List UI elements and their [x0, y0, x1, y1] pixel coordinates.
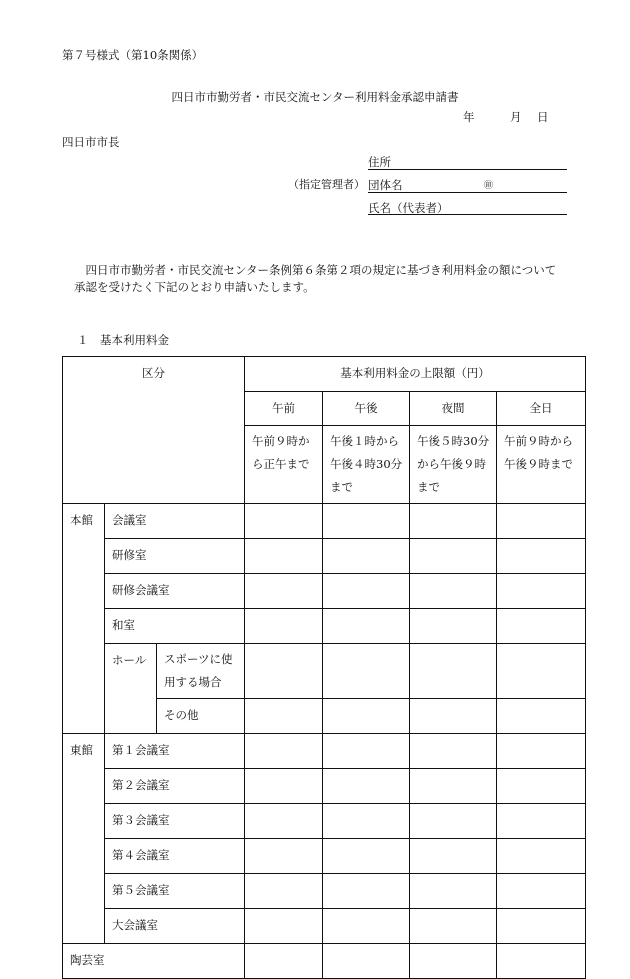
fee-cell-morning: [245, 609, 323, 644]
room-name: 第１会議室: [105, 734, 245, 769]
hours-line: 午後５時30分: [417, 434, 490, 448]
category-header: 区分: [63, 357, 245, 504]
table-row: [63, 609, 586, 644]
body-text-line: 四日市市勤労者・市民交流センター条例第６条第２項の規定に基づき利用料金の額について: [74, 263, 557, 277]
address-underline: [368, 169, 567, 170]
fee-cell-full-day: [497, 504, 586, 539]
date-day-label: 日: [537, 110, 549, 124]
fee-table: [62, 356, 586, 979]
table-row: [63, 504, 586, 539]
section-title: １ 基本利用料金: [77, 333, 169, 347]
fee-cell-afternoon: [323, 734, 410, 769]
table-row: [63, 944, 586, 979]
fee-cell-afternoon: [323, 839, 410, 874]
fee-cell-afternoon: [323, 699, 410, 734]
name-underline: [368, 214, 567, 215]
fee-cell-night: [410, 574, 497, 609]
period-header-full-day: 全日: [497, 392, 586, 426]
fee-cell-night: [410, 504, 497, 539]
room-name: 第２会議室: [105, 769, 245, 804]
fee-cell-full-day: [497, 644, 586, 699]
room-name: 第５会議室: [105, 874, 245, 909]
date-year-label: 年: [463, 110, 475, 124]
fee-cell-afternoon: [323, 644, 410, 699]
hall-name: ホール: [105, 644, 157, 734]
hours-line: 午前９時から: [504, 434, 573, 448]
fee-cell-night: [410, 839, 497, 874]
fee-cell-morning: [245, 504, 323, 539]
table-row: [63, 874, 586, 909]
table-row: [63, 734, 586, 769]
fee-cell-full-day: [497, 769, 586, 804]
hall-sports-use-line: 用する場合: [164, 675, 222, 689]
table-row: [63, 574, 586, 609]
hours-line: から午後９時: [417, 457, 486, 471]
fee-cell-night: [410, 769, 497, 804]
fee-cell-night: [410, 909, 497, 944]
fee-cell-night: [410, 874, 497, 909]
room-name: 第３会議室: [105, 804, 245, 839]
fee-cell-afternoon: [323, 874, 410, 909]
fee-cell-morning: [245, 539, 323, 574]
hours-line: まで: [330, 480, 353, 494]
fee-cell-full-day: [497, 574, 586, 609]
fee-cell-morning: [245, 804, 323, 839]
hours-line: 午後１時から: [330, 434, 399, 448]
document-title: 四日市市勤労者・市民交流センター利用料金承認申請書: [171, 90, 459, 104]
fee-cell-full-day: [497, 699, 586, 734]
fee-cell-morning: [245, 644, 323, 699]
building-east: 東館: [63, 734, 105, 944]
fee-cell-afternoon: [323, 944, 410, 979]
fee-cell-full-day: [497, 804, 586, 839]
table-row: [63, 769, 586, 804]
fee-cell-morning: [245, 839, 323, 874]
fee-cell-afternoon: [323, 609, 410, 644]
fee-cell-night: [410, 699, 497, 734]
period-hours-afternoon: [323, 426, 410, 504]
room-name: 研修会議室: [105, 574, 245, 609]
fee-cell-morning: [245, 769, 323, 804]
address-label: 住所: [368, 155, 391, 169]
fee-cell-full-day: [497, 944, 586, 979]
period-header-night: 夜間: [410, 392, 497, 426]
fee-cell-afternoon: [323, 574, 410, 609]
fee-cell-morning: [245, 574, 323, 609]
organization-label: 団体名: [368, 178, 403, 192]
fee-cell-night: [410, 944, 497, 979]
seal-mark: ㊞: [484, 181, 494, 191]
table-row: [63, 804, 586, 839]
body-text-line: 承認を受けたく下記のとおり申請いたします。: [74, 280, 315, 294]
hours-line: 午後４時30分: [330, 457, 403, 471]
period-header-afternoon: 午後: [323, 392, 410, 426]
addressee: 四日市市長: [62, 135, 120, 149]
building-main: 本館: [63, 504, 105, 734]
fee-cell-full-day: [497, 734, 586, 769]
fee-cell-full-day: [497, 539, 586, 574]
pottery-room: 陶芸室: [63, 944, 245, 979]
table-row: [63, 909, 586, 944]
fee-cell-night: [410, 539, 497, 574]
hours-line: 午後９時まで: [504, 457, 573, 471]
hours-line: 午前９時か: [252, 434, 310, 448]
table-header-row: [63, 357, 586, 392]
fee-cell-full-day: [497, 909, 586, 944]
room-name: 会議室: [105, 504, 245, 539]
table-row: [63, 839, 586, 874]
hours-line: ら正午まで: [252, 457, 310, 471]
hall-sports-use: [157, 644, 245, 699]
fee-cell-night: [410, 644, 497, 699]
organization-underline: [368, 192, 567, 193]
hours-line: まで: [417, 480, 440, 494]
representative-name-label: 氏名（代表者）: [368, 201, 449, 215]
form-number: 第７号様式（第10条関係）: [62, 48, 204, 62]
hall-other-use: その他: [157, 699, 245, 734]
fee-cell-morning: [245, 944, 323, 979]
fee-cell-afternoon: [323, 804, 410, 839]
fee-cell-full-day: [497, 609, 586, 644]
fee-cell-morning: [245, 909, 323, 944]
room-name: 和室: [105, 609, 245, 644]
room-name: 大会議室: [105, 909, 245, 944]
period-hours-full-day: [497, 426, 586, 504]
period-hours-night: [410, 426, 497, 504]
hall-sports-use-line: スポーツに使: [164, 652, 233, 666]
period-header-morning: 午前: [245, 392, 323, 426]
room-name: 研修室: [105, 539, 245, 574]
fee-cell-full-day: [497, 874, 586, 909]
fee-cell-full-day: [497, 839, 586, 874]
fee-cell-morning: [245, 699, 323, 734]
fee-cell-night: [410, 804, 497, 839]
fee-cell-afternoon: [323, 539, 410, 574]
table-row: [63, 644, 586, 699]
fee-cell-morning: [245, 874, 323, 909]
fee-cell-night: [410, 734, 497, 769]
fee-cell-afternoon: [323, 769, 410, 804]
table-row: [63, 539, 586, 574]
fee-cell-morning: [245, 734, 323, 769]
room-name: 第４会議室: [105, 839, 245, 874]
period-hours-morning: [245, 426, 323, 504]
date-month-label: 月: [510, 110, 522, 124]
fee-cell-night: [410, 609, 497, 644]
fee-cell-afternoon: [323, 909, 410, 944]
fee-cell-afternoon: [323, 504, 410, 539]
designated-manager-label: （指定管理者）: [288, 178, 365, 191]
fee-limit-header: 基本利用料金の上限額（円）: [245, 357, 586, 392]
